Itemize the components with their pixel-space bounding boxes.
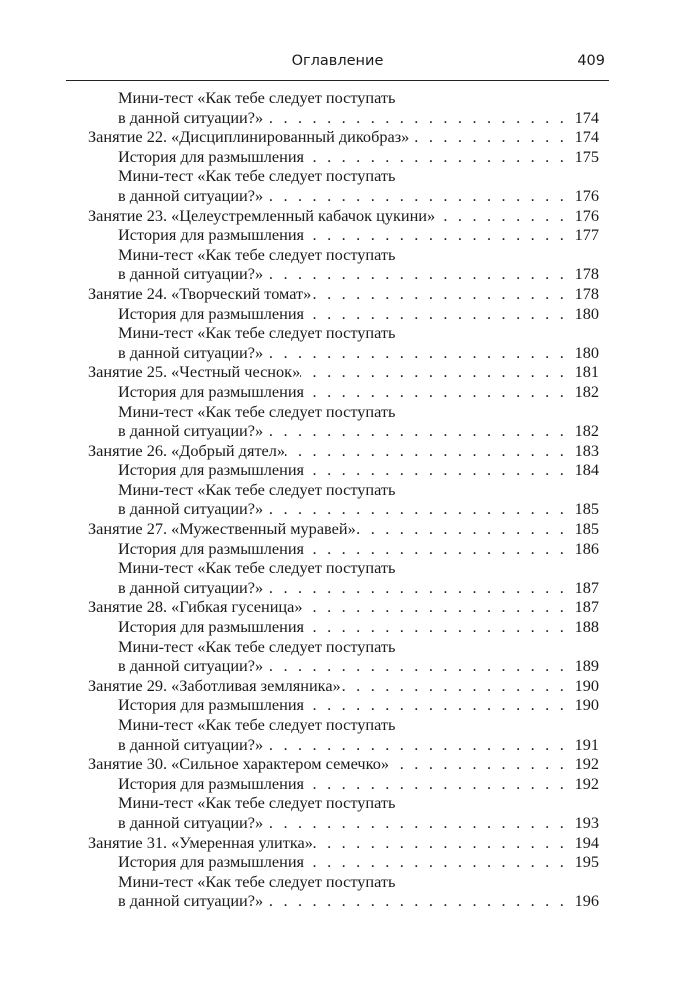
toc-entry-title: в данной ситуации?» <box>118 656 264 676</box>
toc-entry-title: в данной ситуации?» <box>118 812 264 832</box>
toc-entry-title: Занятие 23. «Целеустремленный кабачок цукини» <box>88 205 436 225</box>
toc-entry-title: Занятие 29. «Заботливая земляника» <box>88 675 341 695</box>
toc-entry-subsection <box>88 225 609 245</box>
toc-line <box>88 382 609 402</box>
toc-page-number: 176 <box>574 185 599 205</box>
toc-page-number: 195 <box>574 852 599 872</box>
toc-page-number: 178 <box>574 283 599 303</box>
dot-leader <box>263 108 571 128</box>
toc-page-number: 190 <box>574 675 599 695</box>
toc-entry-title: Мини-тест «Как тебе следует поступать <box>118 636 396 656</box>
toc-line <box>88 774 609 794</box>
toc-page-number: 181 <box>574 362 599 382</box>
toc-entry-subsection <box>88 304 609 324</box>
toc-entry-subsection <box>88 480 609 519</box>
dot-leader <box>389 754 571 774</box>
toc-entry-subsection <box>88 382 609 402</box>
toc-line <box>88 225 609 245</box>
toc-entry-subsection <box>88 774 609 794</box>
dot-leader <box>311 284 571 304</box>
toc-entry-title: Мини-тест «Как тебе следует поступать <box>118 871 396 891</box>
toc-entry-lesson <box>88 127 609 147</box>
toc-entry-title: Мини-тест «Как тебе следует поступать <box>118 323 396 343</box>
toc-entry-title: Занятие 28. «Гибкая гусеница» <box>88 597 303 617</box>
toc-page-number: 192 <box>574 773 599 793</box>
toc-entry-subsection <box>88 539 609 559</box>
toc-line <box>88 676 609 696</box>
toc-line <box>88 813 609 833</box>
toc-line <box>88 539 609 559</box>
toc-entry-title: в данной ситуации?» <box>118 107 264 127</box>
toc-page-number: 196 <box>574 891 599 911</box>
toc-entry-title: История для размышления <box>118 225 305 245</box>
toc-line <box>88 245 609 265</box>
toc-page-number: 185 <box>574 499 599 519</box>
dot-leader <box>300 362 571 382</box>
toc-line <box>88 264 609 284</box>
toc-entry-title: Мини-тест «Как тебе следует поступать <box>118 88 396 107</box>
toc-entry-title: Мини-тест «Как тебе следует поступать <box>118 558 396 578</box>
toc-line <box>88 637 609 657</box>
toc-entry-title: в данной ситуации?» <box>118 264 264 284</box>
toc-line <box>88 402 609 422</box>
toc-entry-title: История для размышления <box>118 695 305 715</box>
toc-line <box>88 833 609 853</box>
toc-line <box>88 519 609 539</box>
toc-entry-title: История для размышления <box>118 617 305 637</box>
toc-page-number: 177 <box>574 225 599 245</box>
dot-leader <box>263 343 571 363</box>
dot-leader <box>263 891 571 911</box>
toc-line <box>88 558 609 578</box>
toc-page-number: 186 <box>574 538 599 558</box>
toc-line <box>88 793 609 813</box>
toc-line <box>88 343 609 363</box>
toc-entry-title: в данной ситуации?» <box>118 499 264 519</box>
toc-page-number: 194 <box>574 832 599 852</box>
toc-page-number: 175 <box>574 146 599 166</box>
dot-leader <box>285 441 571 461</box>
toc-entry-title: История для размышления <box>118 303 305 323</box>
toc-entry-lesson <box>88 519 609 539</box>
toc-entry-lesson <box>88 754 609 774</box>
dot-leader <box>435 206 571 226</box>
toc-entry-title: в данной ситуации?» <box>118 185 264 205</box>
dot-leader <box>263 735 571 755</box>
running-header <box>66 50 609 81</box>
toc-entry-subsection <box>88 872 609 911</box>
toc-entry-title: в данной ситуации?» <box>118 577 264 597</box>
toc-entry-subsection <box>88 715 609 754</box>
toc-page-number: 174 <box>574 127 599 147</box>
toc-page-number: 185 <box>574 519 599 539</box>
toc-page-number: 182 <box>574 421 599 441</box>
toc-page-number: 180 <box>574 342 599 362</box>
toc-line <box>88 147 609 167</box>
toc-line <box>88 754 609 774</box>
toc-entry-subsection <box>88 323 609 362</box>
toc-entry-subsection <box>88 245 609 284</box>
toc-entry-title: в данной ситуации?» <box>118 342 264 362</box>
toc-line <box>88 872 609 892</box>
toc-page-number: 184 <box>574 460 599 480</box>
toc-page-number: 178 <box>574 264 599 284</box>
toc-entry-subsection <box>88 402 609 441</box>
toc-entry-title: Занятие 26. «Добрый дятел» <box>88 440 286 460</box>
dot-leader <box>263 656 571 676</box>
toc-page-number: 190 <box>574 695 599 715</box>
dot-leader <box>304 147 571 167</box>
toc-page-number: 187 <box>574 597 599 617</box>
dot-leader <box>263 499 571 519</box>
dot-leader <box>304 539 571 559</box>
toc-entry-title: История для размышления <box>118 773 305 793</box>
dot-leader <box>304 382 571 402</box>
dot-leader <box>313 833 571 853</box>
dot-leader <box>263 421 571 441</box>
toc-page-number: 182 <box>574 381 599 401</box>
toc-line <box>88 852 609 872</box>
toc-line <box>88 166 609 186</box>
toc-line <box>88 715 609 735</box>
dot-leader <box>356 519 571 539</box>
toc-entry-subsection <box>88 460 609 480</box>
toc-line <box>88 186 609 206</box>
dot-leader <box>263 264 571 284</box>
toc-line <box>88 460 609 480</box>
toc-entry-title: в данной ситуации?» <box>118 734 264 754</box>
toc-page-number: 189 <box>574 656 599 676</box>
dot-leader <box>409 127 571 147</box>
dot-leader <box>263 186 571 206</box>
running-header-title: Оглавление <box>291 53 384 69</box>
toc-line <box>88 304 609 324</box>
toc-line <box>88 499 609 519</box>
dot-leader <box>304 695 571 715</box>
toc-entry-title: Мини-тест «Как тебе следует поступать <box>118 793 396 813</box>
toc-entry-title: Занятие 27. «Мужественный муравей» <box>88 519 356 539</box>
dot-leader <box>304 304 571 324</box>
toc-entry-title: История для размышления <box>118 146 305 166</box>
toc-line <box>88 108 609 128</box>
toc-line <box>88 323 609 343</box>
toc-line <box>88 656 609 676</box>
toc-entry-subsection <box>88 166 609 205</box>
toc-entry-subsection <box>88 852 609 872</box>
toc-page-number: 174 <box>574 107 599 127</box>
toc-entry-subsection <box>88 793 609 832</box>
toc-entry-title: История для размышления <box>118 538 305 558</box>
toc-line <box>88 578 609 598</box>
toc-line <box>88 891 609 911</box>
toc-entry-title: Мини-тест «Как тебе следует поступать <box>118 244 396 264</box>
toc-entry-subsection <box>88 558 609 597</box>
toc-page-number: 188 <box>574 617 599 637</box>
toc-line <box>88 421 609 441</box>
toc-entry-lesson <box>88 284 609 304</box>
toc-entry-subsection <box>88 637 609 676</box>
toc-entry-title: в данной ситуации?» <box>118 421 264 441</box>
toc-entry-lesson <box>88 833 609 853</box>
toc-entry-subsection <box>88 147 609 167</box>
toc-line <box>88 617 609 637</box>
dot-leader <box>304 774 571 794</box>
toc-line <box>88 88 609 108</box>
toc-entry-title: Занятие 24. «Творческий томат» <box>88 283 312 303</box>
toc-entry-subsection <box>88 88 609 127</box>
toc-line <box>88 206 609 226</box>
toc-line <box>88 362 609 382</box>
toc-entry-title: в данной ситуации?» <box>118 891 264 911</box>
dot-leader <box>263 813 571 833</box>
toc-line <box>88 284 609 304</box>
toc-entry-title: Занятие 22. «Дисциплинированный дикобраз» <box>88 127 410 147</box>
toc-entry-title: Занятие 25. «Честный чеснок» <box>88 362 301 382</box>
toc-entry-lesson <box>88 206 609 226</box>
toc-page-number: 192 <box>574 754 599 774</box>
toc-page-number: 183 <box>574 440 599 460</box>
toc-entry-title: Занятие 30. «Сильное характером семечко» <box>88 754 389 774</box>
toc-entry-subsection <box>88 695 609 715</box>
toc-entry-title: Мини-тест «Как тебе следует поступать <box>118 479 396 499</box>
toc-entry-title: Занятие 31. «Умеренная улитка» <box>88 832 313 852</box>
toc-entry-subsection <box>88 617 609 637</box>
toc-page-number: 176 <box>574 205 599 225</box>
toc-entry-title: История для размышления <box>118 460 305 480</box>
page-number: 409 <box>577 53 605 69</box>
toc-entry-title: Мини-тест «Как тебе следует поступать <box>118 401 396 421</box>
toc-page-number: 187 <box>574 577 599 597</box>
table-of-contents <box>88 88 609 911</box>
toc-line <box>88 441 609 461</box>
dot-leader <box>303 597 572 617</box>
toc-entry-lesson <box>88 676 609 696</box>
toc-line <box>88 127 609 147</box>
dot-leader <box>263 578 571 598</box>
toc-entry-lesson <box>88 441 609 461</box>
toc-entry-title: Мини-тест «Как тебе следует поступать <box>118 715 396 734</box>
dot-leader <box>341 676 571 696</box>
toc-entry-title: История для размышления <box>118 381 305 401</box>
toc-line <box>88 480 609 500</box>
toc-line <box>88 597 609 617</box>
dot-leader <box>304 225 571 245</box>
toc-entry-lesson <box>88 362 609 382</box>
dot-leader <box>304 852 571 872</box>
dot-leader <box>304 460 571 480</box>
toc-page-number: 191 <box>574 734 599 754</box>
toc-page-number: 180 <box>574 303 599 323</box>
toc-entry-title: Мини-тест «Как тебе следует поступать <box>118 166 396 186</box>
toc-line <box>88 735 609 755</box>
toc-entry-lesson <box>88 597 609 617</box>
dot-leader <box>304 617 571 637</box>
toc-line <box>88 695 609 715</box>
toc-entry-title: История для размышления <box>118 852 305 872</box>
toc-page-number: 193 <box>574 812 599 832</box>
